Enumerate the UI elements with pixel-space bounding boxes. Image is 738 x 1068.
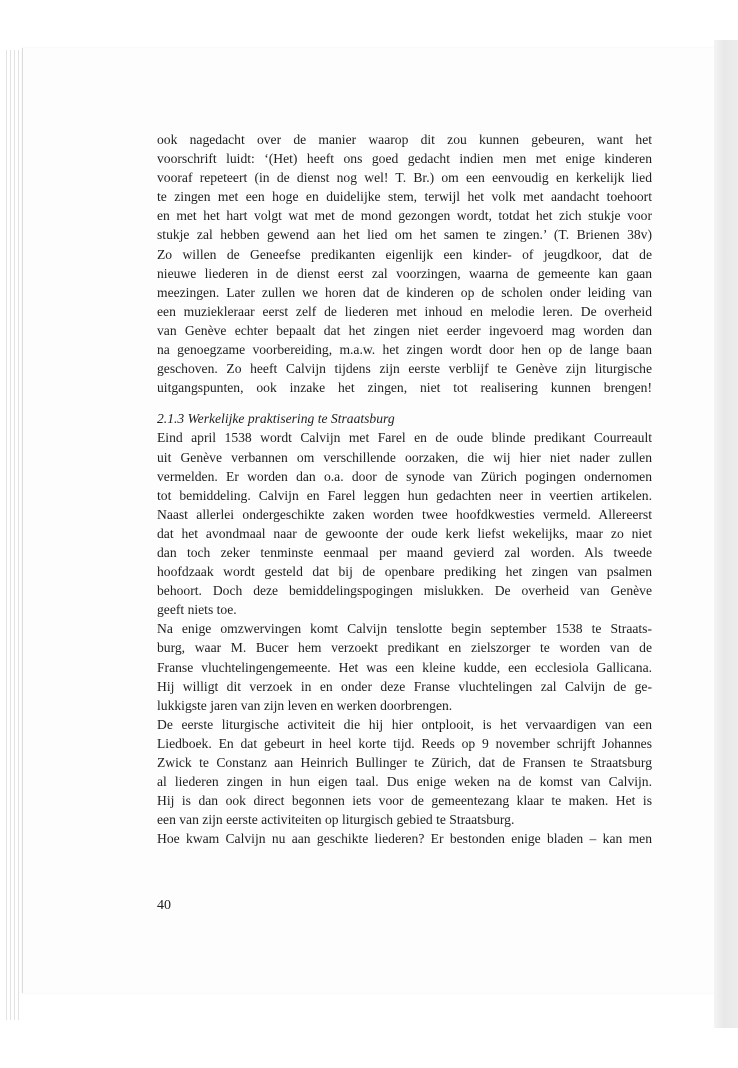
page-number: 40 bbox=[157, 898, 171, 913]
text-line: Eind april 1538 wordt Calvijn met Farel en de oude blinde predikant Courreault bbox=[157, 430, 652, 446]
paragraph-2 bbox=[157, 428, 652, 619]
text-line: ook nagedacht over de manier waarop dit zou kunnen gebeuren, want het bbox=[157, 132, 652, 147]
text-line: De eerste liturgische activiteit die hij hier ontplooit, is het vervaardigen van een bbox=[157, 716, 652, 732]
paragraph-1 bbox=[157, 130, 652, 397]
text-line: hoofdzaak wordt gesteld dat bij de openbare prediking het zingen van psalmen bbox=[157, 564, 652, 580]
text-line: geschoven. Zo heeft Calvijn tijdens zijn eerste verblijf te Genève zijn liturgische bbox=[157, 361, 652, 377]
text-line: geeft niets toe. bbox=[157, 602, 237, 618]
text-line: Liedboek. En dat gebeurt in heel korte tijd. Reeds op 9 november schrijft Johannes bbox=[157, 735, 652, 751]
text-line: burg, waar M. Bucer hem verzoekt predikant en zielszorger te worden van de bbox=[157, 640, 652, 656]
text-line: Hoe kwam Calvijn nu aan geschikte liederen? Er bestonden enige bladen – kan men bbox=[157, 831, 652, 847]
text-line: een muziekleraar eerst zelf de liederen met inhoud en melodie leren. De overheid bbox=[157, 303, 652, 319]
paragraph-3 bbox=[157, 619, 652, 714]
text-line: meezingen. Later zullen we horen dat de kinderen op de scholen onder leiding van bbox=[157, 284, 652, 300]
text-line: al liederen zingen in hun eigen taal. Dus enige weken na de komst van Calvijn. bbox=[157, 774, 652, 790]
text-line: vermelden. Er worden dan o.a. door de synode van Zürich pogingen ondernomen bbox=[157, 468, 652, 484]
text-line: Hij is dan ook direct begonnen iets voor de gemeentezang klaar te maken. Het is bbox=[157, 793, 652, 809]
paragraph-4 bbox=[157, 715, 652, 830]
text-line: nieuwe liederen in de dienst eerst zal voorzingen, waarna de gemeente kan gaan bbox=[157, 265, 652, 281]
text-line: dat het avondmaal naar de gewoonte der oude kerk liefst wekelijks, maar zo niet bbox=[157, 525, 652, 541]
text-line: van Genève echter bepaalt dat het zingen niet eerder ingevoerd mag worden dan bbox=[157, 322, 652, 338]
text-line: vooraf repeteert (in de dienst nog wel! T. Br.) om een eenvoudig en kerkelijk lied bbox=[157, 170, 652, 186]
text-line: Naast allerlei ondergeschikte zaken worden twee hoofdkwesties vermeld. Allereerst bbox=[157, 506, 652, 522]
text-line: stukje zal hebben gewend aan het lied om het samen te zingen.’ (T. Brienen 38v) bbox=[157, 227, 652, 243]
text-line: na genoegzame voorbereiding, m.a.w. het zingen wordt door hen op de lange baan bbox=[157, 342, 652, 358]
text-line: tot bemiddeling. Calvijn en Farel leggen hun gedachten neer in veertien artikelen. bbox=[157, 487, 652, 503]
text-line: Hij willigt dit verzoek in en onder deze Franse vluchtelingen zal Calvijn de ge- bbox=[157, 678, 652, 694]
text-line: voorschrift luidt: ‘(Het) heeft ons goed gedacht indien men met enige kinderen bbox=[157, 151, 652, 167]
text-line: en met het hart volgt wat met de mond gezongen wordt, totdat het zich stukje voor bbox=[157, 208, 652, 224]
text-line: uit Genève verbannen om verschillende oorzaken, die wij hier niet nader zullen bbox=[157, 449, 652, 465]
text-line: Zo willen de Geneefse predikanten eigenlijk een kinder- of jeugdkoor, dat de bbox=[157, 246, 652, 262]
text-line: uitgangspunten, ook inzake het zingen, niet tot realisering kunnen brengen! bbox=[157, 380, 652, 396]
paragraph-5 bbox=[157, 829, 652, 848]
text-line: dan toch zeker tenminste eenmaal per maand gevierd zal worden. Als tweede bbox=[157, 544, 652, 560]
text-line: Franse vluchtelingengemeente. Het was een kleine kudde, een ecclesiola Gallicana. bbox=[157, 659, 652, 675]
text-line: lukkigste jaren van zijn leven en werken doorbrengen. bbox=[157, 697, 453, 713]
text-line: Zwick te Constanz aan Heinrich Bullinger te Zürich, dat de Fransen te Straatsburg bbox=[157, 755, 652, 770]
text-line: te zingen met een hoge en duidelijke stem, terwijl het volk met aandacht toehoort bbox=[157, 189, 652, 205]
body-text bbox=[157, 130, 652, 848]
text-line: Na enige omzwervingen komt Calvijn tenslotte begin september 1538 te Straats- bbox=[157, 621, 652, 637]
text-line: een van zijn eerste activiteiten op liturgisch gebied te Straatsburg. bbox=[157, 812, 515, 828]
section-heading: 2.1.3 Werkelijke praktisering te Straatsburg bbox=[157, 411, 395, 427]
book-spine-shadow bbox=[714, 40, 738, 1028]
text-line: behoort. Doch deze bemiddelingspogingen mislukken. De overheid van Genève bbox=[157, 583, 652, 599]
